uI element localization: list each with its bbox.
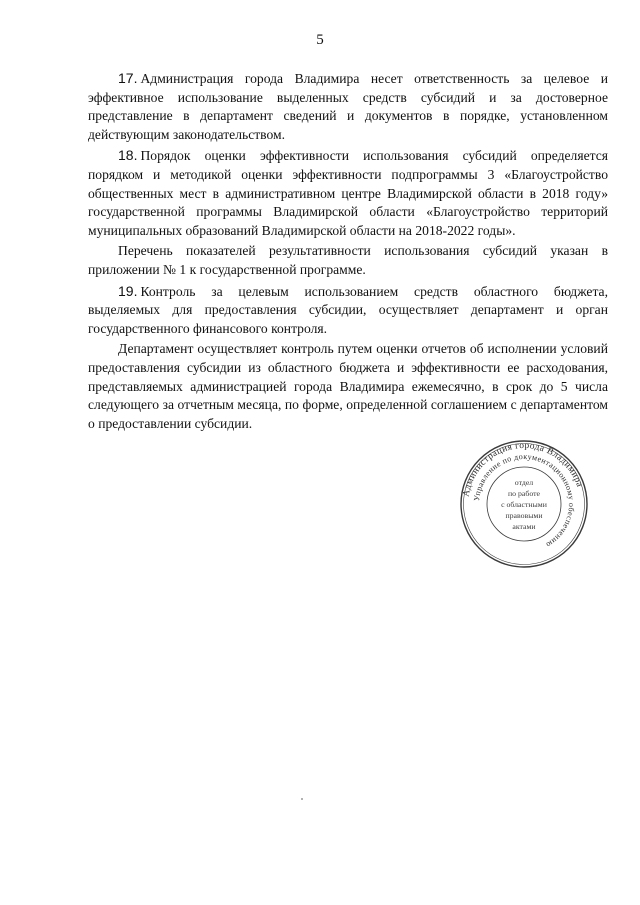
official-stamp	[458, 438, 590, 570]
paragraph-number: 17.	[118, 70, 138, 86]
paragraph-text: Администрация города Владимира несет ответственность за целевое и эффективное использование выделенных средств субсидий и за достоверное представление в департамент сведений и документов в порядке, установленном действующим законодательством.	[88, 71, 608, 142]
paragraph-text: Департамент осуществляет контроль путем оценки отчетов об исполнении условий предоставления субсидии из областного бюджета и эффективности ее расходования, представляемых администрацией города Владимира ежемесячно, в срок до 5 числа следующего за отчетным месяца, по форме, определенной соглашением с департаментом о предоставлении субсидии.	[88, 341, 608, 431]
stamp-seal-icon	[458, 438, 590, 570]
paragraph-18	[88, 146, 608, 240]
scan-speck	[301, 798, 303, 800]
paragraph-text: Перечень показателей результативности использования субсидий указан в приложении № 1 к государственной программе.	[88, 243, 608, 277]
paragraph-text: Порядок оценки эффективности использования субсидий определяется порядком и методикой оценки эффективности подпрограммы 3 «Благоустройство общественных мест в административном центре Владимирской области в 2018 году» государственной программы Владимирской области «Благоустройство территорий муниципальных образований Владимирской области на 2018-2022 годы».	[88, 148, 608, 238]
stamp-inner-line: отдел	[514, 478, 534, 487]
document-body	[88, 69, 608, 433]
paragraph-number: 19.	[118, 282, 138, 299]
stamp-inner-line: актами	[512, 522, 536, 531]
stamp-inner-line: с областными	[501, 500, 547, 509]
paragraph-indicators	[88, 242, 608, 279]
paragraph-17	[88, 69, 608, 144]
paragraph-control	[88, 340, 608, 433]
stamp-inner-line: по работе	[507, 489, 541, 498]
paragraph-19	[88, 282, 608, 339]
page-number: 5	[316, 32, 324, 48]
paragraph-text: Контроль за целевым использованием средств областного бюджета, выделяемых для предоставления субсидии, осуществляет департамент и орган государственного финансового контроля.	[88, 283, 608, 336]
stamp-outer-ring-text: Администрация города Владимира	[461, 440, 585, 498]
paragraph-number: 18.	[118, 147, 138, 164]
stamp-middle-ring-text: Управление по документационному обеспечению	[472, 451, 577, 550]
stamp-inner-line: правовыми	[505, 511, 543, 520]
